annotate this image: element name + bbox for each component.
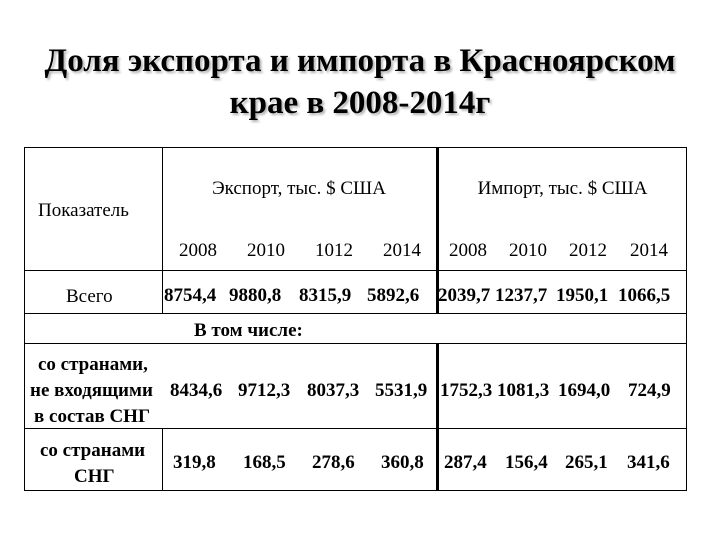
table-border-top	[24, 147, 687, 148]
table-cell: 8754,4	[164, 285, 217, 306]
total-row-label: Всего	[66, 286, 113, 307]
table-cell: 9880,8	[229, 285, 282, 306]
column-divider-indicator-lower	[162, 428, 163, 490]
year-header: 2014	[383, 240, 421, 261]
table-cell: 1237,7	[495, 285, 548, 306]
title-line-2: крае в 2008-2014г	[229, 85, 491, 121]
table-cell: 8315,9	[299, 285, 352, 306]
table-cell: 5892,6	[367, 285, 420, 306]
import-header: Импорт, тыс. $ США	[477, 178, 648, 199]
table-cell: 9712,3	[238, 380, 291, 401]
year-header: 1012	[315, 240, 353, 261]
table-cell: 287,4	[444, 452, 487, 473]
table-cell: 168,5	[243, 452, 286, 473]
non-cis-label-line-3: в состав СНГ	[34, 406, 151, 427]
table-border-right	[686, 147, 687, 490]
table-cell: 2039,7	[438, 285, 491, 306]
table-cell: 341,6	[627, 452, 670, 473]
year-header: 2012	[569, 240, 607, 261]
title-line-1: Доля экспорта и импорта в Красноярском	[44, 43, 676, 79]
indicator-header: Показатель	[38, 200, 129, 221]
column-divider-export-import-lower	[436, 343, 439, 490]
row-divider-non-cis	[24, 428, 687, 429]
export-header: Экспорт, тыс. $ США	[212, 178, 386, 199]
table-cell: 1950,1	[556, 285, 609, 306]
table-cell: 360,8	[381, 452, 424, 473]
row-divider-header	[24, 270, 687, 271]
table-cell: 724,9	[628, 380, 671, 401]
table-cell: 1694,0	[558, 380, 611, 401]
non-cis-label-line-2: не входящими	[30, 380, 153, 401]
table-cell: 1752,3	[440, 380, 493, 401]
table-cell: 278,6	[312, 452, 355, 473]
table-cell: 265,1	[565, 452, 608, 473]
non-cis-label-line-1: со странами,	[38, 354, 148, 375]
column-divider-indicator	[162, 147, 163, 313]
year-header: 2008	[449, 240, 487, 261]
table-cell: 156,4	[505, 452, 548, 473]
table-cell: 5531,9	[375, 380, 428, 401]
row-divider-total	[24, 313, 687, 314]
table-border-left	[24, 147, 25, 490]
table-cell: 1066,5	[618, 285, 671, 306]
year-header: 2010	[509, 240, 547, 261]
table-cell: 1081,3	[497, 380, 550, 401]
row-divider-subheader	[24, 343, 687, 344]
table-cell: 8037,3	[307, 380, 360, 401]
subheader-including: В том числе:	[194, 320, 303, 341]
table-cell: 8434,6	[170, 380, 223, 401]
year-header: 2008	[179, 240, 217, 261]
table-cell: 319,8	[173, 452, 216, 473]
year-header: 2014	[630, 240, 668, 261]
cis-label-line-1: со странами	[40, 440, 146, 461]
year-header: 2010	[247, 240, 285, 261]
cis-label-line-2: СНГ	[74, 466, 115, 487]
table-border-bottom	[24, 490, 687, 491]
